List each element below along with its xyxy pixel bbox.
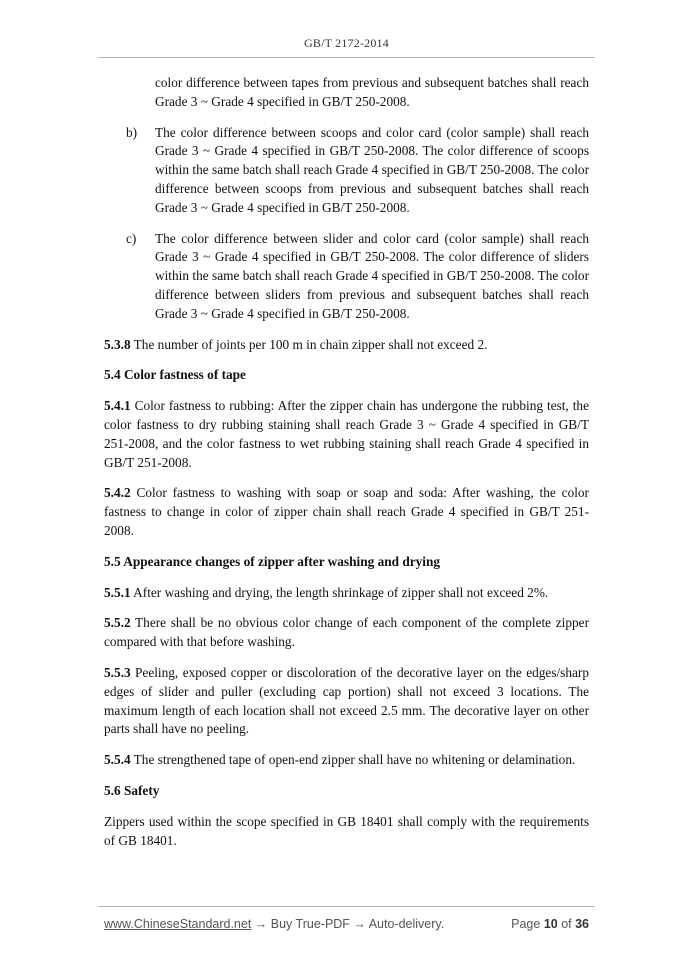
page-footer — [104, 917, 589, 931]
footer-divider — [98, 906, 595, 907]
total-pages: 36 — [575, 917, 589, 931]
list-label-b: b) — [126, 124, 138, 140]
clause-text: After washing and drying, the length shrinkage of zipper shall not exceed 2%. — [130, 584, 549, 600]
page-prefix: Page — [511, 917, 544, 931]
clause-number: 5.5.1 — [104, 584, 131, 600]
document-header: GB/T 2172-2014 — [304, 36, 389, 50]
clause-5-4-1 — [104, 397, 589, 472]
section-heading-5-5: 5.5 Appearance changes of zipper after washing and drying — [104, 553, 441, 569]
clause-number: 5.5.2 — [104, 615, 131, 631]
clause-number: 5.4.1 — [104, 398, 131, 414]
clause-5-3-8 — [104, 336, 589, 355]
clause-text: Peeling, exposed copper or discoloration of the decorative layer on the edges/sharp edges of slider and puller (excluding cap portion) shall not exceed 3 locations. The maximum length of each location shall not exceed 2.5 mm. The decorative layer on other parts shall have no peeling. — [104, 664, 589, 737]
clause-number: 5.3.8 — [104, 336, 131, 352]
clause-text: There shall be no obvious color change of each component of the complete zipper compared with that before washing. — [104, 615, 589, 650]
footer-promo — [104, 917, 444, 931]
clause-5-5-3 — [104, 664, 589, 739]
page-of: of — [557, 917, 576, 931]
list-text-b: The color difference between scoops and color card (color sample) shall reach Grade 3 ~ Grade 4 specified in GB/T 250-2008. The color difference of scoops within the same batch shall reach Grade 4 specified in GB/T 250-2008. The color difference between scoops from previous and subsequent batches shall reach Grade 3 ~ Grade 4 specified in GB/T 250-2008. — [155, 124, 589, 215]
list-text-c: The color difference between slider and color card (color sample) shall reach Grade 3 ~ Grade 4 specified in GB/T 250-2008. The color difference of sliders within the same batch shall reach Grade 4 specified in GB/T 250-2008. The color difference between sliders from previous and subsequent batches shall reach Grade 3 ~ Grade 4 specified in GB/T 250-2008. — [155, 230, 589, 321]
clause-text: Color fastness to rubbing: After the zipper chain has undergone the rubbing test, the color fastness to dry rubbing staining shall reach Grade 3 ~ Grade 4 specified in GB/T 251-2008, and the color fastness to wet rubbing staining shall reach Grade 4 specified in GB/T 251-2008. — [104, 398, 589, 470]
clause-5-4-2 — [104, 484, 589, 540]
list-item-c — [104, 230, 589, 324]
clause-number: 5.4.2 — [104, 485, 131, 501]
header-divider — [98, 57, 595, 58]
current-page: 10 — [543, 917, 558, 931]
document-body — [104, 74, 589, 862]
clause-5-5-4 — [104, 751, 589, 770]
clause-5-5-1 — [104, 584, 589, 603]
website-link[interactable]: www.ChineseStandard.net — [104, 917, 252, 931]
clause-5-6-body: Zippers used within the scope specified in GB 18401 shall comply with the requirements of GB 18401. — [104, 813, 589, 848]
continued-paragraph: color difference between tapes from previous and subsequent batches shall reach Grade 3 ~ Grade 4 specified in GB/T 250-2008. — [155, 75, 589, 109]
clause-text: The number of joints per 100 m in chain zipper shall not exceed 2. — [130, 336, 488, 352]
section-heading-5-4: 5.4 Color fastness of tape — [104, 367, 246, 383]
clause-text: Color fastness to washing with soap or soap and soda: After washing, the color fastness to change in color of zipper chain shall reach Grade 4 specified in GB/T 251-2008. — [104, 485, 589, 538]
clause-5-5-2 — [104, 614, 589, 652]
promo-text: → Buy True-PDF → Auto-delivery. — [251, 917, 445, 931]
page-indicator — [511, 917, 589, 931]
list-label-c: c) — [126, 230, 137, 246]
section-heading-5-6: 5.6 Safety — [104, 782, 160, 798]
clause-text: The strengthened tape of open-end zipper shall have no whitening or delamination. — [130, 752, 576, 768]
clause-number: 5.5.3 — [104, 664, 131, 680]
clause-number: 5.5.4 — [104, 752, 131, 768]
list-item-b — [104, 124, 589, 218]
